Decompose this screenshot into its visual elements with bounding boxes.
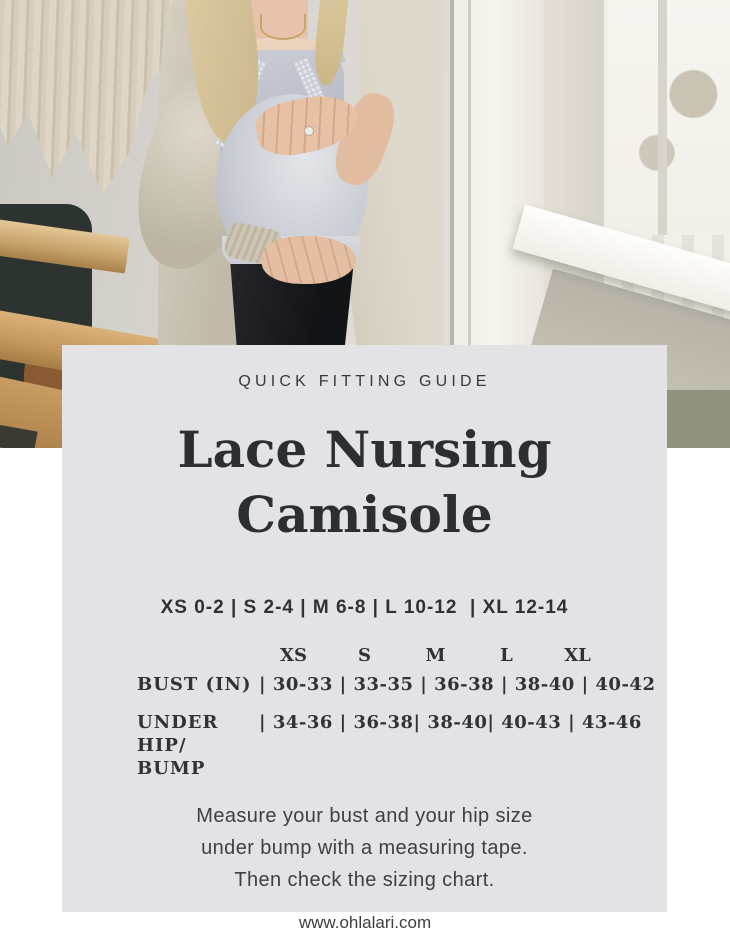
size-header-xs: XS [280,645,307,666]
product-title-line2: Camisole [236,485,493,544]
size-header-m: M [425,645,446,666]
size-chart-table [62,645,667,780]
card-eyebrow: QUICK FITTING GUIDE [238,373,491,390]
instruction-line2: under bump with a measuring tape. [201,837,528,859]
size-chart-header-row [258,645,613,666]
underhip-label-line2: BUMP [137,758,206,779]
window-glass [608,0,730,235]
instruction-line3: Then check the sizing chart. [234,869,495,891]
size-header-xl: XL [564,645,591,666]
website-url: www.ohlalari.com [298,913,432,932]
bust-row-values: | 30-33 | 33-35 | 36-38 | 38-40 | 40-42 [259,674,656,695]
underhip-row-label [137,711,259,780]
product-title [62,417,667,547]
measuring-instructions [62,800,667,896]
shadow-bottom-right [664,390,730,448]
fitting-guide-card [62,345,667,912]
instruction-line1: Measure your bust and your hip size [196,805,533,827]
ring [304,126,314,136]
underhip-label-line1: UNDER HIP/ [137,712,219,756]
size-header-l: L [500,645,513,666]
bust-row-label: BUST (IN) [137,674,252,695]
window-muntin [658,0,667,235]
product-title-line1: Lace Nursing [177,420,552,479]
size-header-s: S [358,645,371,666]
underhip-row [62,711,667,780]
bust-row [62,673,667,696]
sizes-summary-line: XS 0-2 | S 2-4 | M 6-8 | L 10-12 | XL 12-14 [160,597,569,618]
hand-under-bump [262,236,356,284]
underhip-row-values: | 34-36 | 36-38| 38-40| 40-43 | 43-46 [259,712,642,733]
gold-necklace [260,14,306,40]
